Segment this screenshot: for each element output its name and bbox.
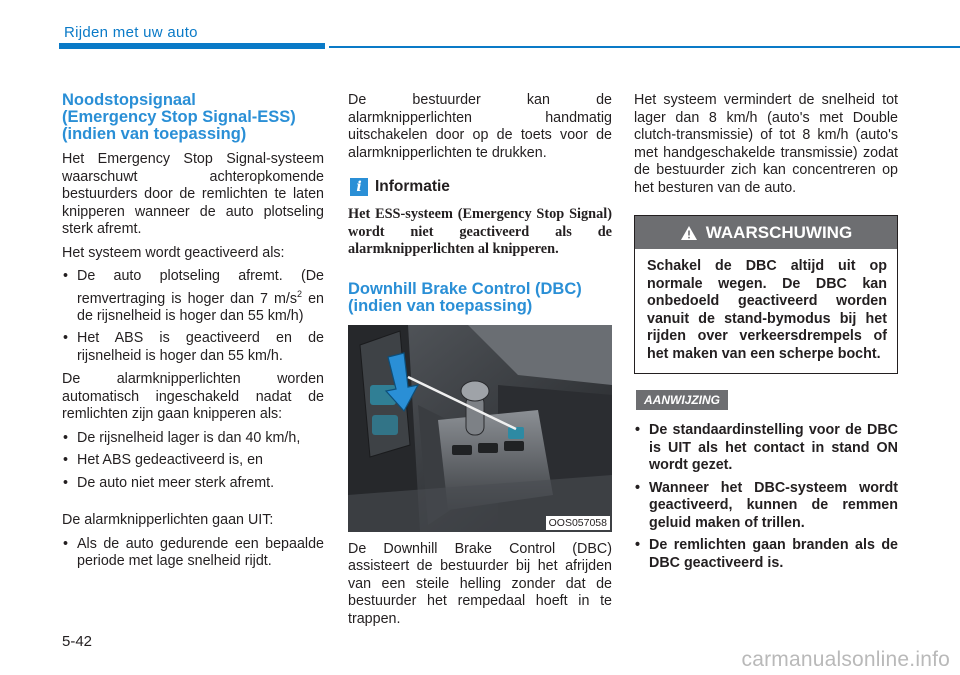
note-tag: AANWIJZING — [636, 390, 728, 410]
warning-triangle-icon — [680, 225, 698, 241]
list-item-text: Wanneer het DBC-systeem wordt geactiveerd, kunnen de remmen geluid maken of trillen. — [649, 479, 898, 531]
superscript: 2 — [297, 288, 303, 299]
column-2 — [348, 92, 612, 634]
list-item-text: en de rijsnelheid is hoger dan 55 km/h) — [77, 290, 324, 324]
list-item: • De auto plotseling afremt. (De remvertraging is hoger dan 7 $m/s^2$ en de rijsnelheid is hoger dan 55 km/h) — [63, 268, 324, 324]
warning-title: WAARSCHUWING — [705, 222, 853, 242]
paragraph: Het systeem wordt geactiveerd als: — [62, 244, 285, 261]
page-number: 5-42 — [62, 633, 93, 650]
watermark: carmanualsonline.info — [741, 648, 950, 671]
ess-heading-line: (indien van toepassing) — [62, 125, 247, 143]
warning-box — [634, 215, 898, 374]
hazard-off-list — [62, 536, 324, 571]
console-illustration — [348, 325, 612, 532]
header-bar-thin — [329, 46, 960, 48]
image-code: OOS057058 — [546, 516, 610, 530]
list-item-text: De standaardinstelling voor de DBC is UIT als het contact in stand ON wordt gezet. — [649, 422, 898, 473]
note-list — [634, 422, 898, 572]
warning-text: Schakel de DBC altijd uit op normale wegen. De DBC kan onbedoeld geactiveerd worden vanuit de stand-bymodus bij het rijden over verkeersdrempels of het maken van een scherpe bocht. — [647, 258, 887, 362]
dbc-console-photo — [348, 325, 612, 532]
info-header — [348, 178, 612, 196]
list-item: • De standaardinstelling voor de DBC is UIT als het contact in stand ON wordt gezet. — [635, 422, 898, 473]
info-text: Het ESS-systeem (Emergency Stop Signal) wordt niet geactiveerd als de alarmknipperlichten al knipperen. — [348, 206, 612, 257]
ess-heading-line: (Emergency Stop Signal-ESS) — [62, 108, 296, 126]
dbc-heading-line: (indien van toepassing) — [348, 296, 533, 315]
list-item-text: Het ABS is geactiveerd en de rijsnelheid is hoger dan 55 km/h. — [77, 330, 324, 364]
list-item: • De auto niet meer sterk afremt. — [63, 474, 275, 491]
paragraph: De Downhill Brake Control (DBC) assisteert de bestuurder bij het afrijden van een steile helling zonder dat de bestuurder het rempedaal hoeft in te trappen. — [348, 540, 612, 627]
list-item: • Als de auto gedurende een bepaalde periode met lage snelheid rijdt. — [63, 535, 324, 570]
list-item: • Wanneer het DBC-systeem wordt geactiveerd, kunnen de remmen geluid maken of trillen. — [635, 479, 898, 531]
info-icon: i — [350, 178, 368, 196]
list-item-text: De auto niet meer sterk afremt. — [77, 474, 275, 491]
ess-heading — [62, 92, 324, 143]
activation-list — [62, 268, 324, 365]
ess-heading-line: Noodstopsignaal — [62, 91, 196, 109]
column-3 — [634, 92, 898, 578]
paragraph: Het systeem vermindert de snelheid tot lager dan 8 km/h (auto's met Double clutch-transmissie) of tot 8 km/h (auto's met handgeschakelde transmissie) zodat de bestuurder zich kan concentreren op het besturen van de auto. — [634, 92, 898, 196]
paragraph: De bestuurder kan de alarmknipperlichten handmatig uitschakelen door op de toets voor de alarmknipperlichten te drukken. — [348, 92, 612, 161]
warning-header — [635, 216, 897, 249]
list-item-text: De rijsnelheid lager is dan 40 km/h, — [77, 429, 301, 446]
paragraph: De alarmknipperlichten gaan UIT: — [62, 512, 274, 529]
header-bar-thick — [59, 43, 325, 49]
hazard-on-list — [62, 430, 324, 493]
list-item-text: De auto plotseling afremt. (De remvertraging is hoger dan 7 m/s — [77, 268, 324, 307]
list-item-text: Als de auto gedurende een bepaalde periode met lage snelheid rijdt. — [77, 535, 324, 570]
info-title: Informatie — [375, 178, 450, 195]
section-title: Rijden met uw auto — [64, 24, 198, 41]
dbc-heading — [348, 281, 612, 315]
column-1 — [62, 92, 324, 577]
list-item: • De remlichten gaan branden als de DBC geactiveerd is. — [635, 537, 898, 571]
list-item: • Het ABS gedeactiveerd is, en — [63, 452, 263, 469]
list-item-text: Het ABS gedeactiveerd is, en — [77, 452, 263, 469]
list-item: • De rijsnelheid lager is dan 40 km/h, — [63, 429, 301, 446]
paragraph: De alarmknipperlichten worden automatisch ingeschakeld nadat de remlichten zijn gaan knipperen als: — [62, 371, 324, 423]
list-item: • Het ABS is geactiveerd en de rijsnelheid is hoger dan 55 km/h. — [63, 330, 324, 364]
paragraph: Het Emergency Stop Signal-systeem waarschuwt achteropkomende bestuurders door de remlichten te laten knipperen wanneer de auto plotseling sterk afremt. — [62, 151, 324, 237]
list-item-text: De remlichten gaan branden als de DBC geactiveerd is. — [649, 537, 898, 571]
dbc-heading-line: Downhill Brake Control (DBC) — [348, 279, 582, 298]
